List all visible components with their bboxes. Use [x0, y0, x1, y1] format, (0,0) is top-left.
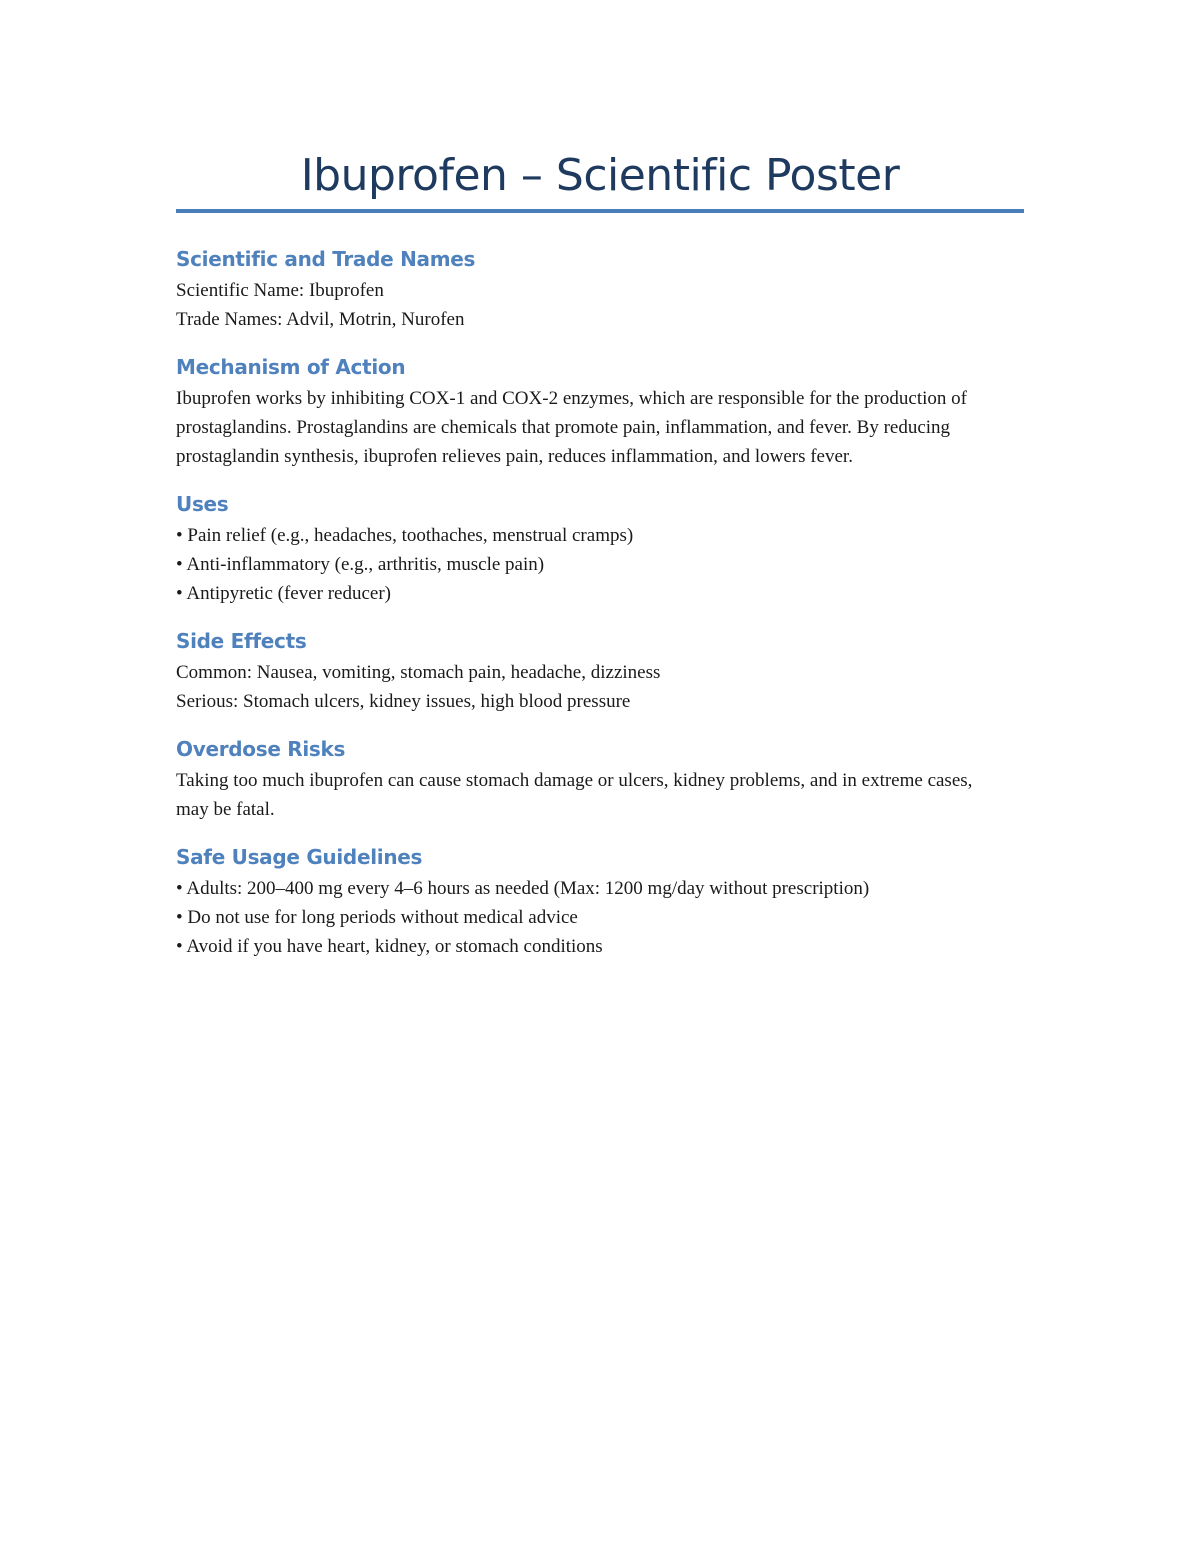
- document-body: [176, 242, 1024, 977]
- section-names: [176, 242, 1024, 334]
- mechanism-paragraph: Ibuprofen works by inhibiting COX-1 and COX-2 enzymes, which are responsible for the production of prostaglandins. Prostaglandins are chemicals that promote pain, inflammation, and fever. By reducing prostaglandin synthesis, ibuprofen relieves pain, reduces inflammation, and lowers fever.: [176, 388, 967, 467]
- list-item: • Do not use for long periods without medical advice: [176, 907, 578, 928]
- list-item: • Avoid if you have heart, kidney, or stomach conditions: [176, 936, 603, 957]
- title-underline: [176, 209, 1024, 213]
- section-heading-overdose: Overdose Risks: [176, 737, 346, 761]
- section-uses: [176, 487, 1024, 608]
- section-heading-side-effects: Side Effects: [176, 629, 307, 653]
- section-heading-uses: Uses: [176, 492, 229, 516]
- serious-side-effects-line: Serious: Stomach ulcers, kidney issues, high blood pressure: [176, 691, 631, 712]
- section-overdose: [176, 732, 1024, 824]
- section-heading-guidelines: Safe Usage Guidelines: [176, 845, 423, 869]
- section-guidelines: [176, 840, 1024, 961]
- list-item: • Pain relief (e.g., headaches, toothaches, menstrual cramps): [176, 525, 634, 546]
- section-heading-names: Scientific and Trade Names: [176, 247, 476, 271]
- section-heading-mechanism: Mechanism of Action: [176, 355, 406, 379]
- section-mechanism: [176, 350, 1024, 471]
- list-item: • Antipyretic (fever reducer): [176, 583, 392, 604]
- trade-names-line: Trade Names: Advil, Motrin, Nurofen: [176, 309, 465, 330]
- scientific-name-line: Scientific Name: Ibuprofen: [176, 280, 384, 301]
- common-side-effects-line: Common: Nausea, vomiting, stomach pain, headache, dizziness: [176, 662, 661, 683]
- overdose-paragraph: Taking too much ibuprofen can cause stomach damage or ulcers, kidney problems, and in extreme cases, may be fatal.: [176, 770, 973, 820]
- document-title: Ibuprofen – Scientific Poster: [300, 150, 900, 201]
- list-item: • Anti-inflammatory (e.g., arthritis, muscle pain): [176, 554, 545, 575]
- section-side-effects: [176, 624, 1024, 716]
- list-item: • Adults: 200–400 mg every 4–6 hours as needed (Max: 1200 mg/day without prescription): [176, 878, 870, 899]
